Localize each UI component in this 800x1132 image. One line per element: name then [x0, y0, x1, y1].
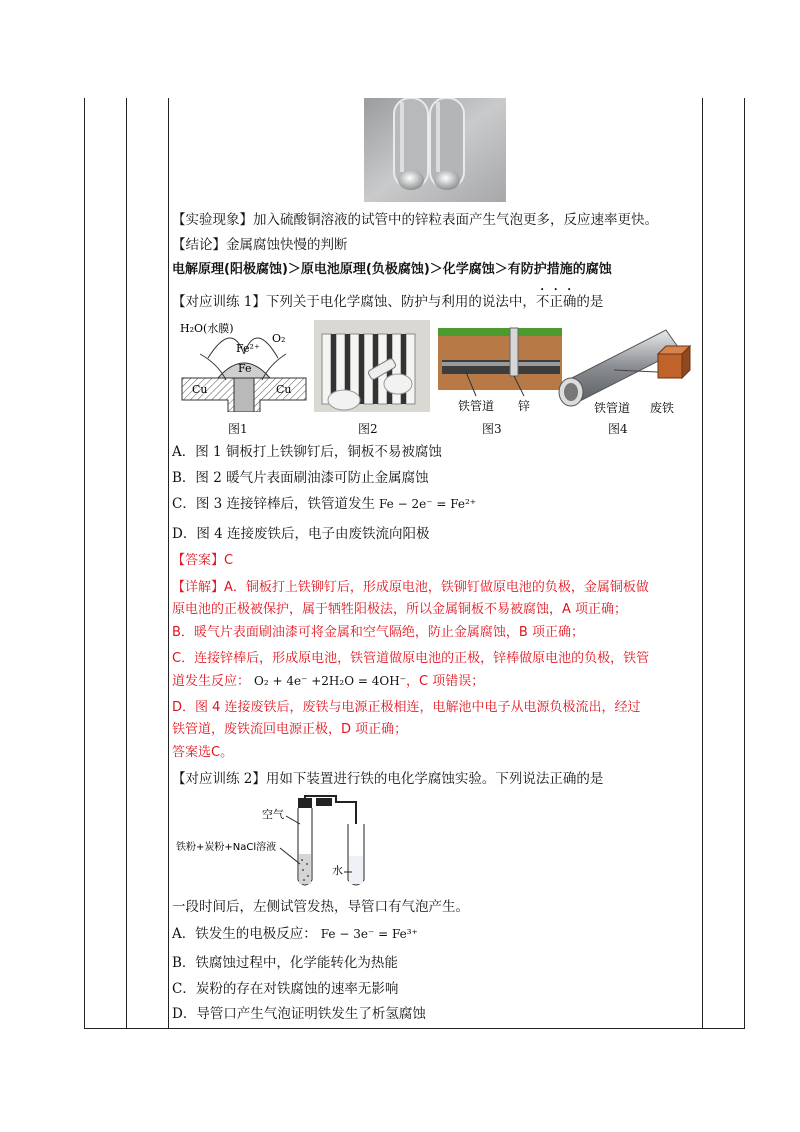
figure-3-pipe-zinc-diagram [436, 320, 564, 416]
q1-option-a: A．图 1 铜板打上铁铆钉后，铜板不易被腐蚀 [172, 444, 442, 460]
q1-detail-d2: 铁管道，废铁流回电源正极，D 项正确； [172, 722, 408, 737]
fig3-pipe-label: 铁管道 [458, 399, 495, 413]
q1-detail-c2-suffix: ，C 项错误； [406, 674, 485, 689]
test-tube-photo [364, 98, 506, 202]
q1-detail-a2: 原电池的正极被保护，属于牺牲阳极法，所以金属铜板不易被腐蚀，A 项正确； [172, 602, 628, 617]
q2-stem: 【对应训练 2】用如下装置进行铁的电化学腐蚀实验。下列说法正确的是 [172, 771, 604, 787]
q2-option-c: C．炭粉的存在对铁腐蚀的速率无影响 [172, 981, 399, 997]
fig4-scrap-label: 废铁 [650, 401, 675, 415]
q1-detail-c1: C．连接锌棒后，形成原电池，铁管道做原电池的正极，锌棒做原电池的负极，铁管 [172, 651, 650, 666]
q1-option-b: B．图 2 暖气片表面刷油漆可防止金属腐蚀 [172, 470, 429, 486]
table-border-col2 [168, 98, 169, 1028]
table-border-right [744, 98, 745, 1028]
q2-option-a-text: A．铁发生的电极反应： [172, 926, 317, 942]
fig1-fe-label: Fe [238, 362, 252, 375]
q1-detail-c2-prefix: 道发生反应： [172, 674, 251, 689]
q2-air-label: 空气 [262, 808, 284, 821]
figure-4-pipe-scrap-diagram [554, 320, 700, 416]
figure-3-caption: 图3 [482, 422, 502, 436]
table-border-left [84, 98, 85, 1028]
q1-detail-c2-formula: O₂ + 4e⁻ +2H₂O = 4OH⁻ [254, 674, 406, 688]
q2-option-b: B．铁腐蚀过程中，化学能转化为热能 [172, 955, 398, 971]
figure-2-radiator-photo [314, 320, 430, 412]
q1-stem [172, 286, 603, 311]
table-border-col3 [702, 98, 703, 1028]
q1-stem-emphasis: 不正确 [535, 294, 577, 310]
q1-option-c-formula: Fe − 2e⁻ = Fe²⁺ [379, 497, 477, 511]
figure-1-caption: 图1 [228, 422, 248, 436]
corrosion-rule: 电解原理(阳极腐蚀)＞原电池原理(负极腐蚀)＞化学腐蚀＞有防护措施的腐蚀 [172, 262, 612, 277]
table-border-col1 [126, 98, 127, 1028]
q2-apparatus-diagram [176, 794, 382, 892]
figure-2-caption: 图2 [358, 422, 378, 436]
fig1-o2-label: O₂ [272, 332, 286, 345]
q2-option-d: D．导管口产生气泡证明铁发生了析氢腐蚀 [172, 1006, 426, 1022]
q1-option-c [172, 495, 476, 513]
q1-answer: 【答案】C [172, 553, 234, 568]
q1-stem-suffix: 的是 [576, 294, 604, 310]
q1-detail-d1: D．图 4 连接废铁后，废铁与电源正极相连，电解池中电子从电源负极流出，经过 [172, 700, 641, 715]
fig3-zinc-label: 锌 [518, 399, 531, 413]
q2-option-a [172, 925, 418, 943]
q1-detail-a1: 【详解】A．铜板打上铁铆钉后，形成原电池，铁铆钉做原电池的负极，金属铜板做 [172, 580, 649, 595]
fig4-pipe-label: 铁管道 [594, 401, 631, 415]
experiment-phenomenon: 【实验现象】加入硫酸铜溶液的试管中的锌粒表面产生气泡更多，反应速率更快。 [172, 212, 658, 228]
figure-1-rivet-diagram [178, 320, 310, 412]
q1-stem-prefix: 【对应训练 1】下列关于电化学腐蚀、防护与利用的说法中， [172, 294, 536, 310]
figure-4-caption: 图4 [608, 422, 628, 436]
fig1-fe2-label: Fe²⁺ [236, 342, 260, 355]
q1-detail-c2 [172, 672, 484, 691]
fig1-water-label: H₂O(水膜) [180, 322, 234, 335]
q1-option-d: D．图 4 连接废铁后，电子由废铁流向阳极 [172, 526, 430, 542]
q1-final-answer: 答案选C。 [172, 745, 234, 760]
q2-option-a-formula: Fe − 3e⁻ = Fe³⁺ [320, 927, 418, 941]
q2-water-label: 水 [332, 864, 343, 877]
table-border-bottom [84, 1028, 745, 1029]
fig1-cu-left-label: Cu [192, 383, 208, 396]
fig1-cu-right-label: Cu [276, 383, 292, 396]
q1-detail-b: B．暖气片表面刷油漆可将金属和空气隔绝，防止金属腐蚀，B 项正确； [172, 625, 584, 640]
q1-option-c-text: C．图 3 连接锌棒后，铁管道发生 [172, 496, 376, 512]
q2-mixture-label: 铁粉+炭粉+NaCl溶液 [176, 842, 277, 853]
experiment-conclusion: 【结论】金属腐蚀快慢的判断 [172, 237, 348, 253]
q2-context: 一段时间后，左侧试管发热，导管口有气泡产生。 [172, 899, 469, 915]
